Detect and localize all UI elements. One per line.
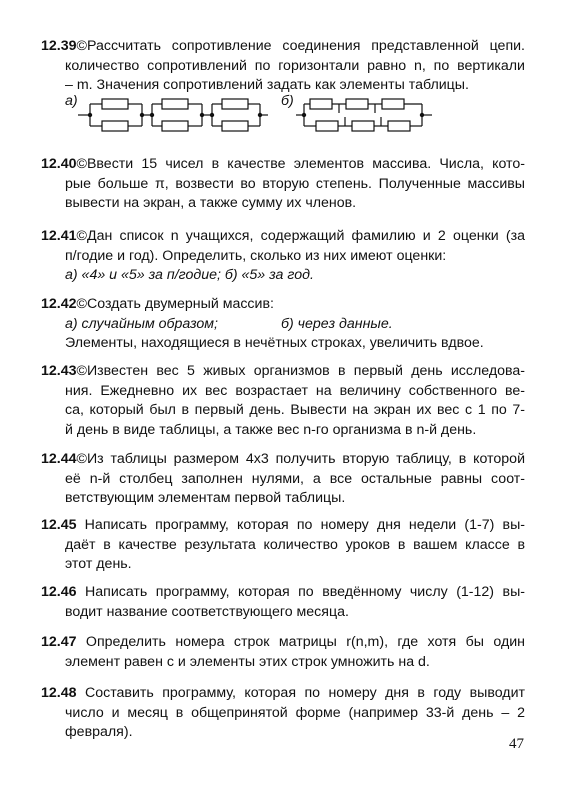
problem-text-line: даёт в качестве результата количество уроков в вашем классе в [65, 536, 525, 553]
option-a: а) случайным образом; [65, 315, 218, 332]
variant-b-label: б) [281, 93, 294, 109]
problem-text-line: рые больше π, возвести во вторую степень. Полученные массивы [65, 175, 525, 192]
problem-text-line: са, который был в первый день. Вывести на экран их вес с 1 по 7- [65, 402, 525, 418]
problem-text-line: й день в виде таблицы, а также вес n-го организма в n-й день. [65, 421, 477, 438]
problem-text-line: число и месяц в общепринятой форме (например 33-й день – 2 [65, 704, 525, 721]
problem-text-line: ©Из таблицы размером 4x3 получить вторую таблицу, в которой [76, 451, 525, 467]
problem-12-48 [41, 684, 525, 743]
problem-text-line: ©Создать двумерный массив: [76, 296, 274, 312]
problem-text-line: Написать программу, которая по номеру дня недели (1-7) вы- [76, 517, 525, 533]
problem-number: 12.40 [41, 156, 77, 172]
problem-number: 12.43 [41, 363, 77, 379]
problem-12-47 [41, 633, 525, 672]
problem-italic-line: а) «4» и «5» за п/годие; б) «5» за год. [65, 267, 314, 283]
problem-text-line: февраля). [65, 724, 133, 740]
problem-text-line: Элементы, находящиеся в нечётных строках, увеличить вдвое. [65, 335, 484, 351]
problem-text-line: Определить номера строк матрицы r(n,m), где хотя бы один [76, 634, 525, 650]
problem-number: 12.48 [41, 685, 77, 701]
problem-text-line: ния. Ежедневно их вес возрастает на величину собственного ве- [65, 382, 525, 399]
problem-text-line: ©Дан список n учащихся, содержащий фамилию и 2 оценки (за [76, 228, 525, 244]
problem-text-line: – m. Значения сопротивлений задать как элементы таблицы. [65, 77, 469, 93]
problem-12-44 [41, 450, 525, 509]
problem-text-line: элемент равен с и элементы этих строк умножить на d. [65, 653, 430, 670]
problem-12-43 [41, 362, 525, 440]
problem-text-line: Написать программу, которая по введённому числу (1-12) вы- [76, 584, 525, 600]
problem-number: 12.44 [41, 451, 77, 467]
problem-text-line: водит название соответствующего месяца. [65, 603, 349, 620]
page-number: 47 [509, 736, 524, 752]
problem-text-line: п/годие и год). Определить, сколько из них имеют оценки: [65, 247, 447, 264]
problem-number: 12.39 [41, 38, 77, 54]
option-b: б) через данные. [281, 315, 393, 332]
circuit-diagram-b [296, 96, 432, 134]
problem-12-41 [41, 227, 525, 286]
problem-number: 12.41 [41, 228, 77, 244]
variant-a-label: а) [65, 93, 78, 109]
problem-text-line: ©Известен вес 5 живых организмов в первый день исследова- [76, 363, 525, 379]
problem-text-line: количество сопротивлений по горизонтали равно n, по вертикали [65, 57, 525, 74]
problem-number: 12.42 [41, 296, 77, 312]
problem-12-39 [41, 37, 525, 96]
problem-text-line: ©Рассчитать сопротивление соединения представленной цепи. [76, 38, 525, 54]
circuit-diagram-a [78, 96, 268, 134]
problem-12-46 [41, 583, 525, 622]
problem-text-line: этот день. [65, 556, 132, 572]
problem-text-line: ветствующим элементам первой таблицы. [65, 490, 346, 506]
problem-number: 12.47 [41, 634, 77, 650]
problem-number: 12.45 [41, 517, 77, 533]
problem-12-42 [41, 295, 525, 354]
problem-number: 12.46 [41, 584, 77, 600]
problem-12-45 [41, 516, 525, 575]
problem-text-line: Составить программу, которая по номеру дня в году выводит [76, 685, 525, 701]
problem-text-line: её n-й столбец заполнен нулями, а все остальные равны соот- [65, 470, 525, 487]
problem-text-line: вывести на экран, а также сумму их членов. [65, 195, 357, 211]
problem-text-line: ©Ввести 15 чисел в качестве элементов массива. Числа, кото- [76, 156, 525, 172]
problem-12-40 [41, 155, 525, 214]
